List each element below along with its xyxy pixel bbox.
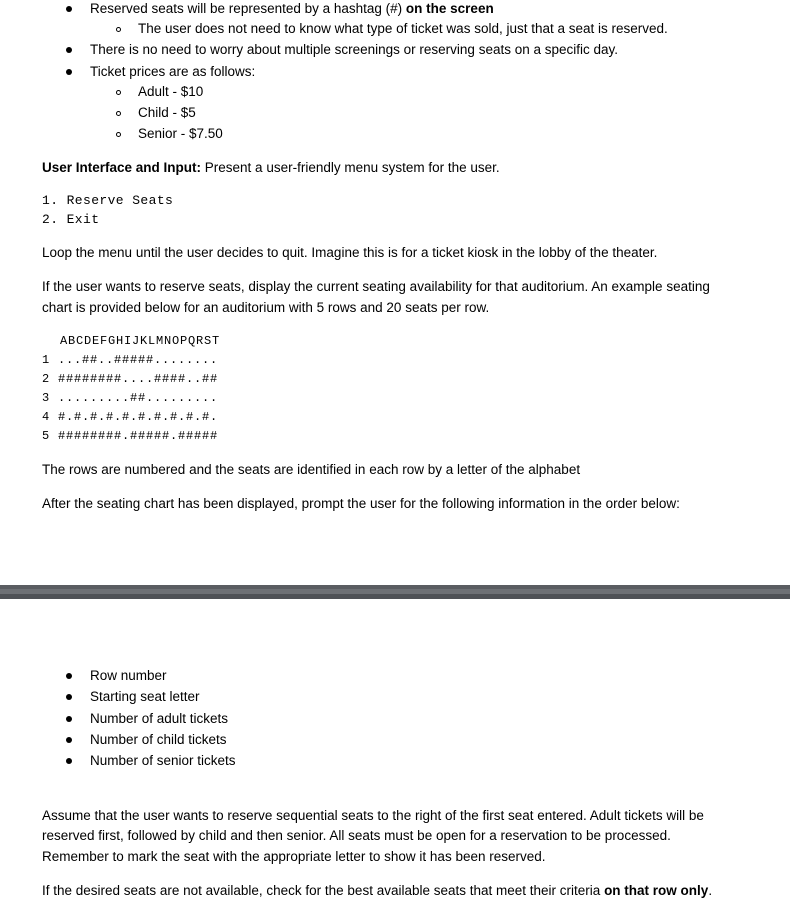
bullet-dot <box>66 673 72 679</box>
sub-bullet-circle <box>116 90 121 95</box>
ui-text: Present a user-friendly menu system for the user. <box>201 160 500 175</box>
sub-bullet-circle <box>116 27 121 32</box>
prompt-senior-tickets: Number of senior tickets <box>90 753 236 768</box>
reserved-text: Reserved seats will be represented by a hashtag (#) <box>90 1 406 16</box>
row-seats: ########.#####.##### <box>58 429 219 443</box>
seating-chart-header: ABCDEFGHIJKLMNOPQRST <box>60 334 221 348</box>
ui-paragraph <box>42 160 500 176</box>
ui-heading: User Interface and Input: <box>42 160 202 175</box>
row-number: 2 <box>42 372 51 386</box>
final-text: If the desired seats are not available, check for the best available seats that meet their criteria <box>42 883 605 898</box>
bullet-dot <box>66 6 72 12</box>
reserved-seats-item <box>90 1 494 17</box>
no-worry-item: There is no need to worry about multiple screenings or reserving seats on a specific day. <box>90 42 619 57</box>
reserve-paragraph-line-2: chart is provided below for an auditorium with 5 rows and 20 seats per row. <box>42 300 490 315</box>
bullet-dot <box>66 694 72 700</box>
row-seats: ########....####..## <box>58 372 219 386</box>
assume-paragraph-line-3: Remember to mark the seat with the appropriate letter to show it has been reserved. <box>42 849 546 864</box>
price-senior: Senior - $7.50 <box>138 126 223 141</box>
final-bold: on that row only <box>604 883 709 898</box>
page-break-divider <box>0 585 790 599</box>
row-seats: ...##..#####........ <box>58 353 219 367</box>
bullet-dot <box>66 758 72 764</box>
prompt-row-number: Row number <box>90 668 167 683</box>
after-paragraph: After the seating chart has been displayed, prompt the user for the following information in the order below: <box>42 496 680 511</box>
row-number: 5 <box>42 429 51 443</box>
row-number: 1 <box>42 353 51 367</box>
price-child: Child - $5 <box>138 105 196 120</box>
price-adult: Adult - $10 <box>138 84 204 99</box>
loop-paragraph: Loop the menu until the user decides to quit. Imagine this is for a ticket kiosk in the lobby of the theater. <box>42 245 658 260</box>
final-paragraph <box>42 883 712 899</box>
prices-intro-item: Ticket prices are as follows: <box>90 64 256 79</box>
reserve-paragraph-line-1: If the user wants to reserve seats, display the current seating availability for that auditorium. An example seating <box>42 279 710 294</box>
prompt-child-tickets: Number of child tickets <box>90 732 227 747</box>
rows-paragraph: The rows are numbered and the seats are identified in each row by a letter of the alphabet <box>42 462 581 477</box>
sub-bullet-circle <box>116 132 121 137</box>
row-number: 3 <box>42 391 51 405</box>
sub-bullet-circle <box>116 111 121 116</box>
seating-row <box>42 409 218 425</box>
bullet-dot <box>66 47 72 53</box>
menu-option-exit: 2. Exit <box>42 212 100 227</box>
assume-paragraph-line-2: reserved first, followed by child and then senior. All seats must be open for a reservation to be processed. <box>42 828 671 843</box>
seating-row <box>42 352 218 368</box>
menu-option-reserve: 1. Reserve Seats <box>42 193 174 208</box>
assume-paragraph-line-1: Assume that the user wants to reserve sequential seats to the right of the first seat entered. Adult tickets will be <box>42 808 704 823</box>
seating-row <box>42 390 218 406</box>
bullet-dot <box>66 737 72 743</box>
row-seats: .........##......... <box>58 391 219 405</box>
seating-row <box>42 428 218 444</box>
reserved-bold: on the screen <box>405 1 494 16</box>
prompt-adult-tickets: Number of adult tickets <box>90 711 229 726</box>
reserved-sub-item: The user does not need to know what type of ticket was sold, just that a seat is reserved. <box>138 21 668 36</box>
row-seats: #.#.#.#.#.#.#.#.#.#. <box>58 410 219 424</box>
row-number: 4 <box>42 410 51 424</box>
bullet-dot <box>66 716 72 722</box>
bullet-dot <box>66 69 72 75</box>
prompt-starting-seat: Starting seat letter <box>90 689 200 704</box>
seating-row <box>42 371 218 387</box>
final-period: . <box>708 883 713 898</box>
